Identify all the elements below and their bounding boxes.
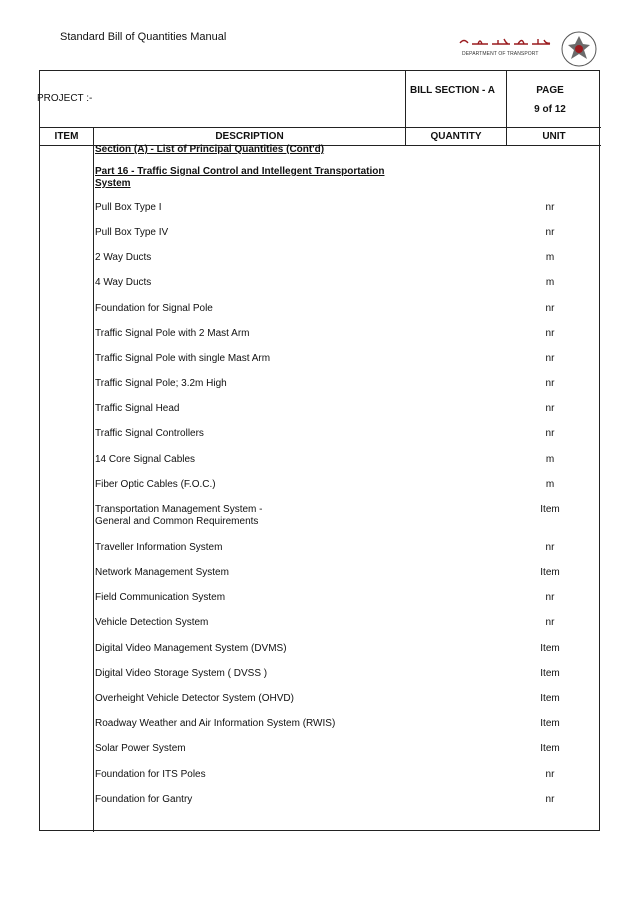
item-description	[95, 769, 385, 781]
item-description-line: Traffic Signal Controllers	[95, 428, 204, 439]
header-divider	[506, 71, 507, 127]
item-unit: Item	[540, 668, 560, 679]
item-description	[95, 303, 385, 315]
item-description	[95, 743, 385, 755]
list-item	[40, 504, 601, 528]
list-item	[40, 378, 601, 402]
item-description-line: Traveller Information System	[95, 542, 223, 553]
item-unit: m	[545, 479, 555, 490]
item-description	[95, 567, 385, 579]
item-description-line: Pull Box Type I	[95, 202, 162, 213]
project-label: PROJECT :-	[37, 93, 93, 104]
item-unit: nr	[545, 428, 555, 439]
item-description	[95, 794, 385, 806]
list-item	[40, 428, 601, 452]
item-description-line: Traffic Signal Head	[95, 403, 180, 414]
item-description-line: Traffic Signal Pole; 3.2m High	[95, 378, 227, 389]
item-unit: nr	[545, 769, 555, 780]
list-item	[40, 303, 601, 327]
item-description-line: 14 Core Signal Cables	[95, 454, 196, 465]
header-rule	[40, 127, 601, 128]
item-description	[95, 353, 385, 365]
item-description-line: Foundation for Signal Pole	[95, 303, 213, 314]
item-unit: m	[545, 252, 555, 263]
item-description-line: Digital Video Storage System ( DVSS )	[95, 668, 268, 679]
bill-section-label: BILL SECTION - A	[410, 85, 495, 96]
item-description	[95, 718, 385, 730]
section-title: Section (A) - List of Principal Quantities (Cont'd)	[95, 144, 325, 155]
item-unit: nr	[545, 378, 555, 389]
item-description-line: Transportation Management System -	[95, 504, 263, 515]
list-item	[40, 403, 601, 427]
list-item	[40, 328, 601, 352]
item-unit: nr	[545, 794, 555, 805]
item-description-line: 4 Way Ducts	[95, 277, 152, 288]
item-unit: nr	[545, 617, 555, 628]
list-item	[40, 227, 601, 251]
part-title: Part 16 - Traffic Signal Control and Intellegent Transportation System	[95, 166, 385, 189]
list-item	[40, 353, 601, 377]
item-description	[95, 403, 385, 415]
item-description	[95, 542, 385, 554]
item-description-line: 2 Way Ducts	[95, 252, 152, 263]
falcon-emblem-icon	[560, 30, 598, 68]
item-description	[95, 328, 385, 340]
list-item	[40, 454, 601, 478]
list-item	[40, 479, 601, 503]
column-header-quantity: QUANTITY	[430, 131, 482, 142]
list-item	[40, 743, 601, 767]
item-description-line: Vehicle Detection System	[95, 617, 209, 628]
list-item	[40, 693, 601, 717]
item-description-line: Pull Box Type IV	[95, 227, 169, 238]
item-unit: nr	[545, 542, 555, 553]
list-item	[40, 769, 601, 793]
item-description	[95, 592, 385, 604]
item-description	[95, 643, 385, 655]
item-description-line: Traffic Signal Pole with 2 Mast Arm	[95, 328, 250, 339]
item-description-line: Roadway Weather and Air Information System (RWIS)	[95, 718, 336, 729]
list-item	[40, 252, 601, 276]
item-unit: Item	[540, 743, 560, 754]
item-description	[95, 277, 385, 289]
item-description	[95, 668, 385, 680]
list-item	[40, 202, 601, 226]
item-description-line: Field Communication System	[95, 592, 226, 603]
item-description-line: Overheight Vehicle Detector System (OHVD)	[95, 693, 294, 704]
item-unit: nr	[545, 353, 555, 364]
item-unit: nr	[545, 227, 555, 238]
list-item	[40, 668, 601, 692]
column-header-description: DESCRIPTION	[215, 131, 284, 142]
logo-department-text: DEPARTMENT OF TRANSPORT	[462, 51, 539, 57]
item-unit: nr	[545, 303, 555, 314]
column-header-unit: UNIT	[542, 131, 566, 142]
list-item	[40, 617, 601, 641]
list-item	[40, 592, 601, 616]
item-description-line: Traffic Signal Pole with single Mast Arm	[95, 353, 271, 364]
header-divider	[405, 71, 406, 127]
arabic-wordmark-icon	[458, 34, 554, 48]
page-number: 9 of 12	[534, 104, 566, 115]
item-description	[95, 693, 385, 705]
item-description-line: General and Common Requirements	[95, 516, 259, 527]
item-description-line: Network Management System	[95, 567, 229, 578]
item-description	[95, 617, 385, 629]
list-item	[40, 718, 601, 742]
item-unit: m	[545, 277, 555, 288]
item-unit: Item	[540, 693, 560, 704]
item-unit: Item	[540, 643, 560, 654]
item-unit: Item	[540, 504, 560, 515]
item-unit: m	[545, 454, 555, 465]
item-unit: nr	[545, 592, 555, 603]
item-unit: Item	[540, 567, 560, 578]
item-description	[95, 479, 385, 491]
item-description	[95, 227, 385, 239]
column-header-item: ITEM	[54, 131, 79, 142]
item-description-line: Foundation for ITS Poles	[95, 769, 206, 780]
page-label: PAGE	[536, 85, 564, 96]
item-description	[95, 504, 385, 528]
item-description	[95, 378, 385, 390]
item-description	[95, 428, 385, 440]
list-item	[40, 567, 601, 591]
item-description	[95, 252, 385, 264]
list-item	[40, 277, 601, 301]
item-description	[95, 454, 385, 466]
item-description-line: Foundation for Gantry	[95, 794, 193, 805]
item-unit: nr	[545, 328, 555, 339]
bill-table	[39, 70, 600, 831]
item-description	[95, 202, 385, 214]
list-item	[40, 794, 601, 818]
item-description-line: Solar Power System	[95, 743, 186, 754]
item-description-line: Digital Video Management System (DVMS)	[95, 643, 287, 654]
department-of-transport-logo	[458, 30, 598, 70]
item-unit: Item	[540, 718, 560, 729]
document-title: Standard Bill of Quantities Manual	[60, 31, 227, 43]
item-description-line: Fiber Optic Cables (F.O.C.)	[95, 479, 216, 490]
item-unit: nr	[545, 403, 555, 414]
item-unit: nr	[545, 202, 555, 213]
list-item	[40, 643, 601, 667]
list-item	[40, 542, 601, 566]
